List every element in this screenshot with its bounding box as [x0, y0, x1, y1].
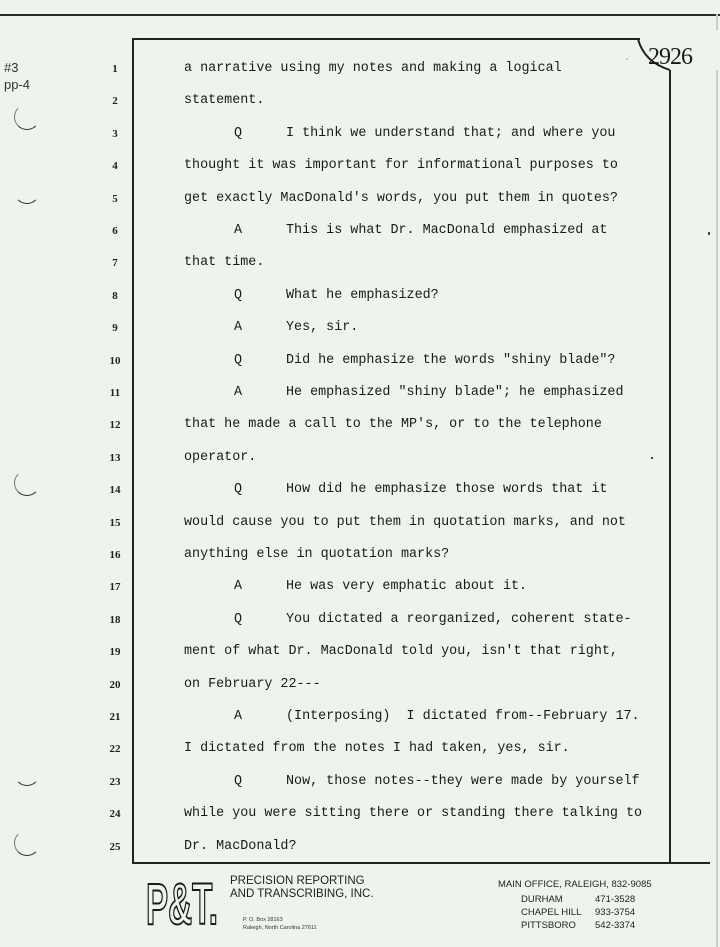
speaker-label: A	[234, 320, 243, 335]
line-number: 8	[112, 290, 118, 302]
line-number: 24	[109, 808, 121, 820]
line-number: 3	[112, 128, 118, 140]
line-number: 2	[112, 95, 118, 107]
speaker-label: Q	[234, 126, 243, 141]
line-number: 17	[109, 581, 121, 593]
speaker-label: A	[234, 579, 243, 594]
line-number: 15	[109, 517, 121, 529]
page-right-edge	[716, 14, 718, 947]
line-number: 10	[109, 355, 121, 367]
binder-hole-icon	[14, 470, 40, 496]
speaker-label: Q	[234, 288, 243, 303]
line-number: 9	[112, 322, 118, 334]
line-number: 19	[109, 646, 121, 658]
transcript-line: while you were sitting there or standing there talking to	[184, 806, 643, 821]
line-number: 25	[109, 841, 121, 853]
company-name-line2: AND TRANSCRIBING, INC.	[230, 888, 374, 900]
stray-mark	[651, 457, 653, 459]
line-number: 23	[109, 776, 121, 788]
transcript-line: that he made a call to the MP's, or to the telephone	[184, 417, 602, 432]
line-number: 21	[109, 711, 121, 723]
office-phone: 933-3754	[595, 907, 636, 918]
line-number: 20	[109, 679, 121, 691]
stray-mark: ˌ	[624, 51, 631, 62]
transcript-line: a narrative using my notes and making a logical	[184, 61, 562, 76]
speaker-label: Q	[234, 353, 243, 368]
binder-hole-icon	[14, 830, 40, 856]
line-number: 11	[109, 387, 121, 399]
transcript-line: operator.	[184, 450, 257, 465]
speaker-label: A	[234, 223, 243, 238]
line-number: 6	[112, 225, 118, 237]
line-number: 22	[109, 743, 121, 755]
binder-hole-icon	[14, 104, 40, 130]
speaker-label: Q	[234, 482, 243, 497]
transcript-line: statement.	[184, 93, 265, 108]
transcript-frame-right	[669, 70, 671, 864]
line-number: 14	[109, 484, 121, 496]
transcript-line: This is what Dr. MacDonald emphasized at	[286, 223, 608, 238]
transcript-line: I dictated from the notes I had taken, yes, sir.	[184, 741, 570, 756]
transcript-line: Yes, sir.	[286, 320, 359, 335]
office-city: DURHAM	[521, 894, 563, 905]
line-number: 1	[112, 63, 118, 75]
company-address	[243, 916, 317, 932]
speaker-label: Q	[234, 612, 243, 627]
stray-mark	[708, 232, 710, 235]
line-number: 7	[112, 257, 118, 269]
main-office: MAIN OFFICE, RALEIGH, 832-9085	[498, 879, 652, 890]
line-number: 12	[109, 419, 121, 431]
transcript-line: get exactly MacDonald's words, you put them in quotes?	[184, 191, 618, 206]
company-name-line1: PRECISION REPORTING	[230, 875, 365, 887]
company-logo	[146, 874, 226, 928]
address-line2: Raleigh, North Carolina 27611	[243, 925, 317, 931]
transcript-line: How did he emphasize those words that it	[286, 482, 608, 497]
line-number: 13	[109, 452, 121, 464]
line-number: 5	[112, 193, 118, 205]
transcript-line: He was very emphatic about it.	[286, 579, 528, 594]
office-phone: 542-3374	[595, 920, 636, 931]
office-city: CHAPEL HILL	[521, 907, 582, 918]
transcript-line: You dictated a reorganized, coherent state-	[286, 612, 632, 627]
line-number: 18	[109, 614, 121, 626]
transcript-line: What he emphasized?	[286, 288, 439, 303]
margin-note-exhibit: #3	[4, 60, 19, 75]
office-city: PITTSBORO	[521, 920, 576, 931]
logo-text: P&T.	[146, 874, 218, 928]
binder-hole-icon	[14, 178, 40, 204]
transcript-line: (Interposing) I dictated from--February 17.	[286, 709, 640, 724]
company-name	[230, 875, 374, 901]
line-number: 4	[112, 160, 118, 172]
speaker-label: A	[234, 709, 243, 724]
transcript-line: would cause you to put them in quotation marks, and not	[184, 515, 626, 530]
speaker-label: A	[234, 385, 243, 400]
speaker-label: Q	[234, 774, 243, 789]
line-number: 16	[109, 549, 121, 561]
margin-note-pages: pp-4	[4, 77, 31, 92]
transcript-line: He emphasized "shiny blade"; he emphasized	[286, 385, 624, 400]
transcript-line: thought it was important for informational purposes to	[184, 158, 618, 173]
transcript-line: that time.	[184, 255, 265, 270]
transcript-line: anything else in quotation marks?	[184, 547, 450, 562]
transcript-line: ment of what Dr. MacDonald told you, isn't that right,	[184, 644, 618, 659]
transcript-line: on February 22---	[184, 677, 321, 692]
page-top-edge	[0, 14, 720, 16]
transcript-line: Did he emphasize the words "shiny blade"?	[286, 353, 616, 368]
transcript-line: I think we understand that; and where you	[286, 126, 616, 141]
office-pittsboro	[521, 920, 711, 932]
office-phone: 471-3528	[595, 894, 636, 905]
binder-hole-icon	[14, 760, 40, 786]
transcript-line: Dr. MacDonald?	[184, 839, 297, 854]
address-line1: P. O. Box 28163	[243, 917, 283, 923]
transcript-line: Now, those notes--they were made by yourself	[286, 774, 640, 789]
office-durham	[521, 894, 711, 906]
page-number: 2926	[648, 44, 692, 70]
office-chapel-hill	[521, 907, 711, 919]
